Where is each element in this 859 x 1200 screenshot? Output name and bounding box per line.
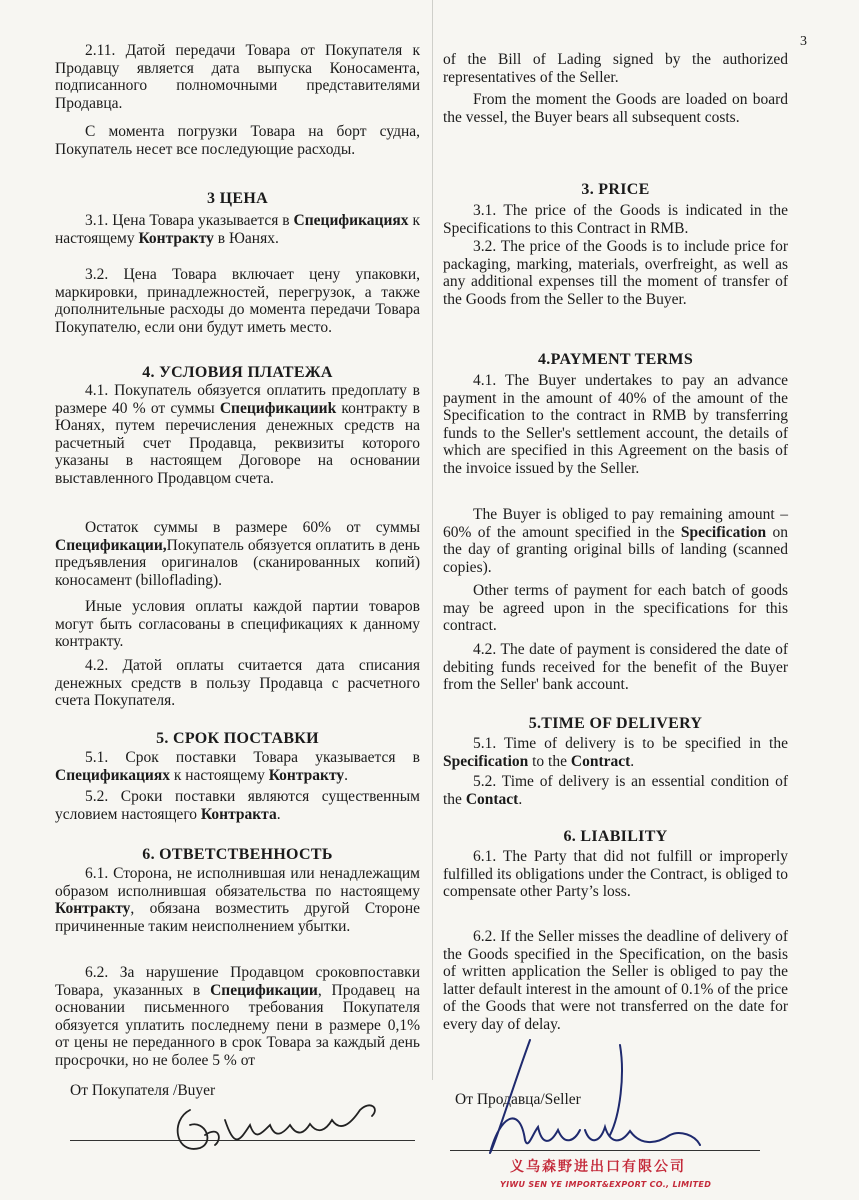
en-clause-2-11: of the Bill of Lading signed by the authorized representatives of the Seller. xyxy=(443,51,788,86)
ru-clause-3-1: 3.1. Цена Товара указывается в Спецификациях к настоящему Контракту в Юанях. xyxy=(55,212,420,247)
ru-clause-3-2: 3.2. Цена Товара включает цену упаковки, маркировки, принадлежностей, перегрузок, а также дополнительные расходы до момента передачи Товара Покупателю, если они будут иметь место. xyxy=(55,266,420,336)
ru-clause-4-2: 4.2. Датой оплаты считается дата списания денежных средств в пользу Продавца с расчетного счета Покупателя. xyxy=(55,657,420,709)
en-clause-4-2: 4.2. The date of payment is considered the date of debiting funds received for the benefit of the Buyer from the Seller' bank account. xyxy=(443,641,788,693)
company-stamp-english: YIWU SEN YE IMPORT&EXPORT CO., LIMITED xyxy=(500,1180,712,1189)
en-heading-delivery: 5.TIME OF DELIVERY xyxy=(528,715,703,732)
en-clause-6-1: 6.1. The Party that did not fulfill or improperly fulfilled its obligations under the Contract, is obliged to compensate other Party’s loss. xyxy=(443,848,788,900)
ru-heading-payment: 4. УСЛОВИЯ ПЛАТЕЖА xyxy=(142,364,333,381)
en-clause-4-1-remaining: The Buyer is obliged to pay remaining amount – 60% of the amount specified in the Specification on the day of granting original bills of landing (scanned copies). xyxy=(443,506,788,576)
en-heading-payment: 4.PAYMENT TERMS xyxy=(537,351,694,368)
ru-clause-4-1-remaining: Остаток суммы в размере 60% от суммы Спецификации,Покупатель обязуется оплатить в день предъявления оригиналов (сканированных копий) коносамент (billoflading). xyxy=(55,519,420,589)
ru-clause-5-1: 5.1. Срок поставки Товара указывается в Спецификациях к настоящему Контракту. xyxy=(55,749,420,784)
en-clause-5-2: 5.2. Time of delivery is an essential condition of the Contact. xyxy=(443,773,788,808)
ru-heading-delivery: 5. СРОК ПОСТАВКИ xyxy=(156,730,319,747)
seller-signature xyxy=(470,1035,720,1165)
en-heading-price: 3. PRICE xyxy=(581,181,650,198)
ru-clause-2-11-costs: С момента погрузки Товара на борт судна, Покупатель несет все последующие расходы. xyxy=(55,123,420,158)
ru-clause-6-1: 6.1. Сторона, не исполнившая или ненадлежащим образом исполнившая обязательства по настоящему Контракту, обязана возместить другой Стороне причиненные таким неисполнением убытки. xyxy=(55,865,420,935)
en-clause-4-1-other: Other terms of payment for each batch of goods may be agreed upon in the specifications for this contract. xyxy=(443,582,788,634)
seller-signature-label: От Продавца/Seller xyxy=(455,1091,581,1108)
ru-clause-6-2: 6.2. За нарушение Продавцом сроковпоставки Товара, указанных в Спецификации, Продавец на основании письменного требования Покупателя обязуется уплатить последнему пени в размере 0,1% от цены не переданного в срок Товара за каждый день просрочки, но не более 5 % от xyxy=(55,964,420,1069)
en-clause-3-2: 3.2. The price of the Goods is to include price for packaging, marking, materials, overfreight, as well as any additional expenses till the moment of transfer of the Goods from the Seller to the Buyer. xyxy=(443,238,788,308)
en-clause-2-11-costs: From the moment the Goods are loaded on board the vessel, the Buyer bears all subsequent costs. xyxy=(443,91,788,126)
page-number: 3 xyxy=(800,34,807,49)
en-clause-6-2: 6.2. If the Seller misses the deadline of delivery of the Goods specified in the Specification, on the basis of written application the Seller is obliged to pay the latter default interest in the amount of 0.1% of the price of the Goods that were not transferred on the date for every day of delay. xyxy=(443,928,788,1033)
ru-clause-2-11: 2.11. Датой передачи Товара от Покупателя к Продавцу является дата выпуска Коносамента, подписанного полномочными представителями Продавца. xyxy=(55,42,420,112)
ru-clause-4-1-other: Иные условия оплаты каждой партии товаров могут быть согласованы в спецификациях к данному контракту. xyxy=(55,598,420,650)
buyer-signature-label: От Покупателя /Buyer xyxy=(70,1082,216,1099)
en-clause-4-1: 4.1. The Buyer undertakes to pay an advance payment in the amount of 40% of the amount of the Specification to the contract in RMB by transferring funds to the Seller's settlement account, the details of which are specified in this Agreement on the basis of the invoice issued by the Seller. xyxy=(443,372,788,477)
ru-clause-5-2: 5.2. Сроки поставки являются существенным условием настоящего Контракта. xyxy=(55,788,420,823)
en-heading-liability: 6. LIABILITY xyxy=(563,828,668,845)
column-divider xyxy=(432,0,433,1080)
ru-heading-price: 3 ЦЕНА xyxy=(207,190,268,207)
buyer-signature xyxy=(160,1080,400,1160)
en-clause-5-1: 5.1. Time of delivery is to be specified in the Specification to the Contract. xyxy=(443,735,788,770)
ru-clause-4-1: 4.1. Покупатель обязуется оплатить предоплату в размере 40 % от суммы Спецификацииk контракту в Юанях, путем перечисления денежных средств на расчетный счет Продавца, реквизиты которого указаны в настоящем Договоре на основании выставленного Продавцом счета. xyxy=(55,382,420,487)
ru-heading-liability: 6. ОТВЕТСТВЕННОСТЬ xyxy=(142,846,333,863)
company-stamp-chinese: 义乌森野进出口有限公司 xyxy=(510,1159,686,1175)
en-clause-3-1: 3.1. The price of the Goods is indicated in the Specifications to this Contract in RMB. xyxy=(443,202,788,237)
